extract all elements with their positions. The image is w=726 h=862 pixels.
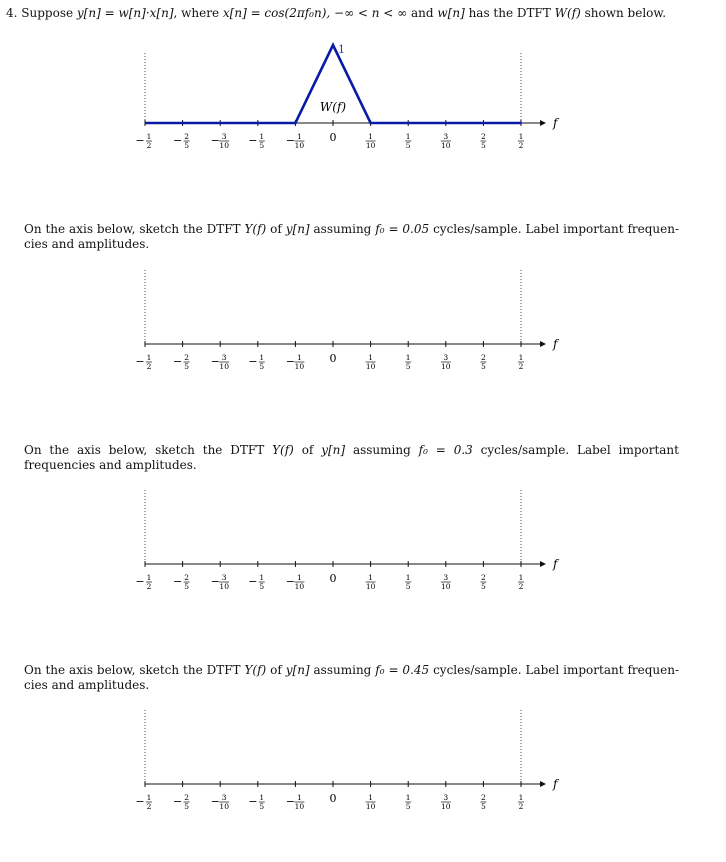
tick-sign: − [210, 575, 220, 588]
sketch-axis-3 [0, 708, 726, 820]
tick-denominator: 2 [146, 582, 152, 591]
tick-numerator: 1 [146, 573, 152, 582]
tick-label [135, 353, 152, 371]
tick-denominator: 5 [184, 802, 189, 811]
tick-label [518, 573, 524, 591]
tick-numerator: 1 [368, 132, 373, 141]
tick-sign: − [210, 795, 220, 808]
tick-numerator: 1 [405, 573, 411, 582]
tick-label [248, 132, 265, 150]
tick-numerator: 2 [184, 573, 189, 582]
tick-sign: − [248, 134, 258, 147]
tick-numerator: 2 [184, 793, 189, 802]
tick-numerator: 1 [259, 353, 265, 362]
tick-label [366, 573, 376, 591]
tick-sign: − [248, 355, 258, 368]
tick-denominator: 2 [146, 802, 152, 811]
tick-label-zero: 0 [329, 572, 337, 585]
tick-sign: − [285, 575, 296, 588]
tick-numerator: 2 [184, 132, 189, 141]
tick-numerator: 1 [297, 132, 302, 141]
tick-label [480, 573, 486, 591]
tick-numerator: 1 [259, 132, 265, 141]
tick-numerator: 1 [405, 353, 411, 362]
tick-numerator: 3 [221, 793, 227, 802]
tick-denominator: 2 [518, 141, 524, 150]
tick-sign: − [285, 355, 296, 368]
tick-numerator: 1 [518, 353, 524, 362]
tick-label [211, 793, 230, 811]
tick-numerator: 2 [481, 793, 486, 802]
tick-denominator: 5 [481, 362, 486, 371]
tick-label [173, 132, 190, 150]
tick-label [286, 573, 305, 591]
instruction-1: On the axis below, sketch the DTFT Y(f) of y[n] assuming f₀ = 0.05 cycles/sample. Label important frequen-cies and amplitudes. [24, 222, 680, 251]
tick-denominator: 2 [518, 582, 524, 591]
tick-denominator: 10 [219, 362, 229, 371]
tick-sign: − [210, 355, 220, 368]
tick-denominator: 2 [146, 141, 152, 150]
tick-label [211, 353, 230, 371]
tick-label [405, 132, 411, 150]
tick-numerator: 1 [368, 793, 373, 802]
tick-sign: − [135, 134, 145, 147]
tick-sign: − [135, 795, 145, 808]
problem-number: 4. [6, 6, 18, 20]
tick-label [405, 573, 411, 591]
tick-denominator: 10 [365, 802, 376, 811]
f-axis-label: f [553, 337, 558, 351]
f-axis-label: f [553, 116, 558, 130]
tick-label [286, 353, 305, 371]
tick-label-zero: 0 [329, 352, 337, 365]
tick-label [441, 573, 451, 591]
tick-label [480, 132, 486, 150]
W-of-f-label: W(f) [319, 100, 347, 114]
tick-sign: − [248, 575, 258, 588]
tick-sign: − [172, 134, 183, 147]
instruction-3: On the axis below, sketch the DTFT Y(f) of y[n] assuming f₀ = 0.45 cycles/sample. Label important frequen-cies and amplitudes. [24, 663, 680, 692]
instruction-2: On the axis below, sketch the DTFT Y(f) of y[n] assuming f₀ = 0.3 cycles/sample. Label important frequencies and amplitudes. [24, 443, 679, 472]
peak-label: 1 [338, 43, 345, 56]
tick-sign: − [135, 575, 145, 588]
axis-arrow-icon [540, 781, 546, 787]
tick-numerator: 1 [518, 573, 524, 582]
tick-sign: − [210, 134, 220, 147]
tick-label [248, 793, 265, 811]
tick-denominator: 5 [405, 802, 411, 811]
tick-label [286, 132, 305, 150]
tick-label [135, 793, 152, 811]
tick-denominator: 10 [441, 582, 451, 591]
tick-denominator: 2 [518, 362, 524, 371]
tick-label [211, 132, 230, 150]
tick-denominator: 5 [405, 362, 411, 371]
equation-x: x[n] = cos(2πf₀n), −∞ < n < ∞ [222, 6, 408, 20]
tick-label [173, 353, 190, 371]
tick-numerator: 3 [443, 132, 449, 141]
tick-numerator: 3 [221, 573, 227, 582]
tick-denominator: 5 [405, 141, 411, 150]
tick-label-zero: 0 [329, 131, 337, 144]
tick-sign: − [135, 355, 145, 368]
sketch-axis-2 [0, 488, 726, 600]
tick-numerator: 3 [221, 132, 227, 141]
tick-label [518, 793, 524, 811]
tick-denominator: 5 [259, 802, 265, 811]
tick-label [366, 132, 376, 150]
tick-denominator: 5 [481, 582, 486, 591]
tick-label [248, 353, 265, 371]
tick-numerator: 1 [146, 353, 152, 362]
tick-label [441, 353, 451, 371]
tick-denominator: 10 [294, 141, 305, 150]
problem-statement: 4. Suppose y[n] = w[n]·x[n], where x[n] = cos(2πf₀n), −∞ < n < ∞ and w[n] has the DTFT W(f) shown below. [6, 6, 667, 20]
tick-sign: − [172, 355, 183, 368]
tick-numerator: 1 [518, 132, 524, 141]
tick-label [248, 573, 265, 591]
axis-arrow-icon [540, 120, 546, 126]
tick-numerator: 1 [368, 573, 373, 582]
tick-label [480, 353, 486, 371]
tick-numerator: 2 [481, 573, 486, 582]
tick-label [441, 793, 451, 811]
tick-denominator: 10 [441, 141, 451, 150]
tick-numerator: 1 [259, 793, 265, 802]
tick-numerator: 1 [405, 793, 411, 802]
tick-denominator: 5 [405, 582, 411, 591]
tick-denominator: 5 [184, 582, 189, 591]
tick-denominator: 10 [365, 362, 376, 371]
tick-label [518, 132, 524, 150]
tick-sign: − [248, 795, 258, 808]
tick-numerator: 1 [297, 573, 302, 582]
tick-denominator: 10 [365, 582, 376, 591]
tick-label [135, 132, 152, 150]
tick-sign: − [172, 575, 183, 588]
tick-numerator: 3 [221, 353, 227, 362]
equation-y: y[n] = w[n]·x[n] [76, 6, 174, 20]
tick-numerator: 1 [297, 353, 302, 362]
tick-numerator: 1 [405, 132, 411, 141]
tick-label [405, 793, 411, 811]
tick-sign: − [285, 134, 296, 147]
tick-label [441, 132, 451, 150]
tick-label [518, 353, 524, 371]
tick-denominator: 10 [294, 802, 305, 811]
tick-numerator: 3 [443, 573, 449, 582]
tick-denominator: 5 [259, 362, 265, 371]
tick-denominator: 5 [259, 582, 265, 591]
tick-numerator: 1 [368, 353, 373, 362]
tick-label [405, 353, 411, 371]
tick-denominator: 2 [518, 802, 524, 811]
tick-denominator: 5 [184, 362, 189, 371]
tick-label [173, 793, 190, 811]
tick-label [480, 793, 486, 811]
tick-numerator: 3 [443, 793, 449, 802]
tick-label [366, 353, 376, 371]
tick-numerator: 1 [297, 793, 302, 802]
tick-numerator: 1 [518, 793, 524, 802]
tick-label [211, 573, 230, 591]
tick-label [286, 793, 305, 811]
tick-denominator: 10 [294, 582, 305, 591]
tick-label [366, 793, 376, 811]
tick-denominator: 10 [365, 141, 376, 150]
f-axis-label: f [553, 557, 558, 571]
tick-numerator: 1 [146, 793, 152, 802]
tick-denominator: 5 [259, 141, 265, 150]
f-axis-label: f [553, 777, 558, 791]
tick-label-zero: 0 [329, 792, 337, 805]
plot-W-of-f [0, 38, 726, 158]
tick-denominator: 10 [441, 362, 451, 371]
tick-numerator: 1 [259, 573, 265, 582]
tick-numerator: 2 [481, 132, 486, 141]
tick-sign: − [172, 795, 183, 808]
tick-denominator: 2 [146, 362, 152, 371]
sketch-axis-1 [0, 268, 726, 380]
tick-numerator: 3 [443, 353, 449, 362]
tick-label [173, 573, 190, 591]
tick-denominator: 5 [184, 141, 189, 150]
tick-numerator: 1 [146, 132, 152, 141]
tick-label [135, 573, 152, 591]
axis-arrow-icon [540, 341, 546, 347]
tick-numerator: 2 [481, 353, 486, 362]
tick-denominator: 10 [219, 802, 229, 811]
axis-arrow-icon [540, 561, 546, 567]
tick-denominator: 10 [441, 802, 451, 811]
tick-denominator: 10 [219, 582, 229, 591]
tick-denominator: 10 [219, 141, 229, 150]
tick-denominator: 10 [294, 362, 305, 371]
tick-denominator: 5 [481, 141, 486, 150]
tick-numerator: 2 [184, 353, 189, 362]
tick-sign: − [285, 795, 296, 808]
tick-denominator: 5 [481, 802, 486, 811]
